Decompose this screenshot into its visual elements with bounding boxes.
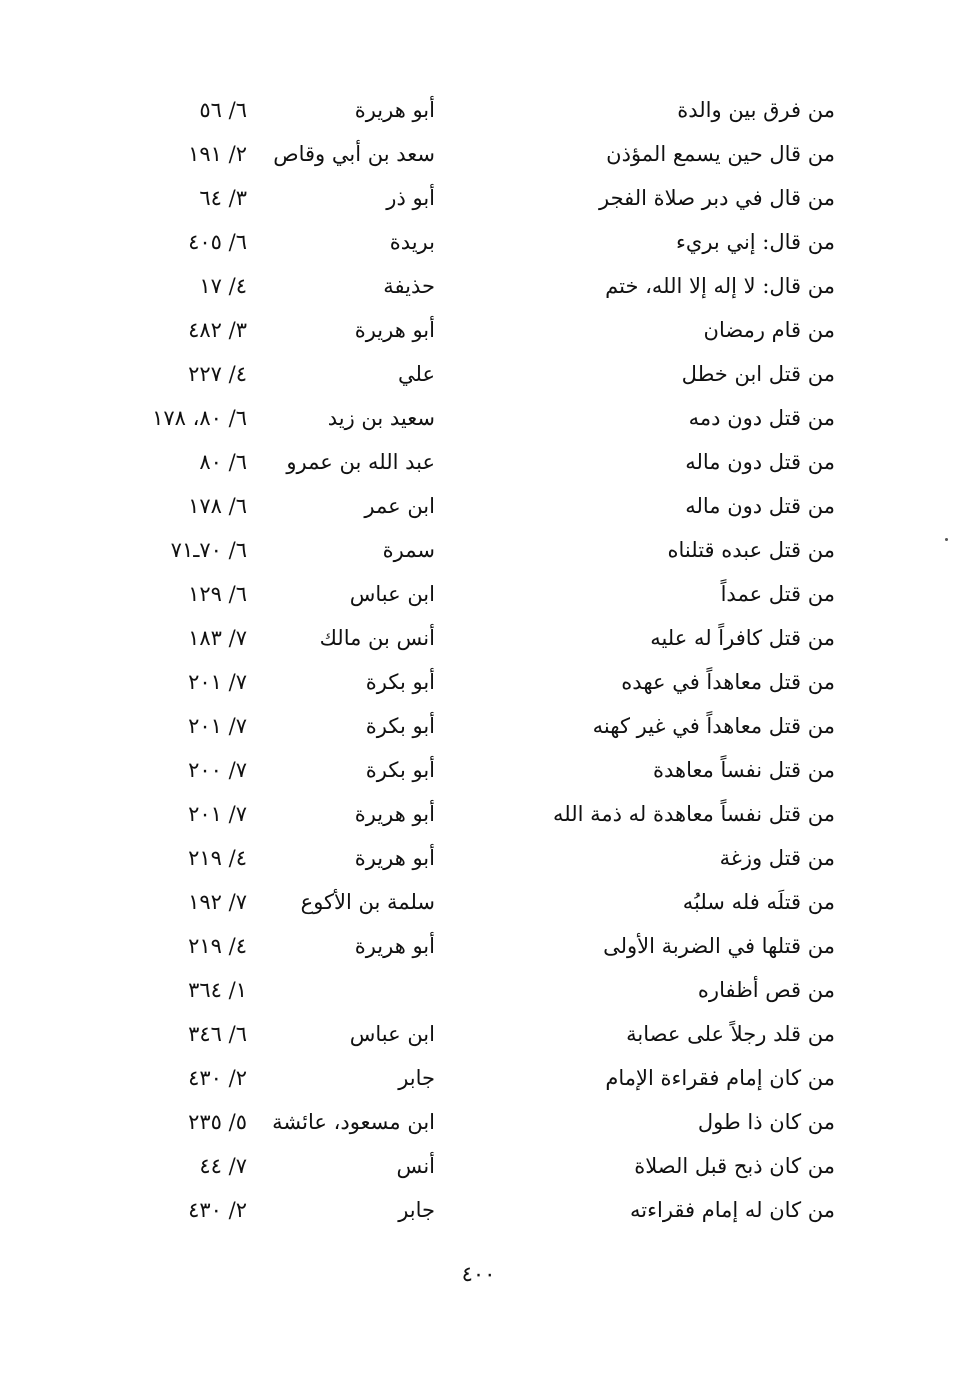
volume-page-reference: ٢/ ٤٣٠ — [188, 1066, 247, 1090]
narrator-name: سلمة بن الأكوع — [300, 890, 435, 914]
hadith-opening-text: من قتل وزغة — [719, 846, 835, 870]
hadith-opening-text: من قتل نفساً معاهدة له ذمة الله — [552, 802, 835, 826]
narrator-name: أبو هريرة — [354, 802, 435, 826]
volume-page-reference: ٣/ ٤٨٢ — [188, 318, 247, 342]
hadith-opening-text: من قال: لا إله إلا الله، ختم — [605, 274, 835, 298]
volume-page-reference: ٦/ ١٢٩ — [188, 582, 247, 606]
hadith-opening-text: من قتلَه فله سلبُه — [682, 890, 835, 914]
hadith-opening-text: من قلد رجلاً على عصابة — [626, 1022, 835, 1046]
index-row — [0, 528, 957, 572]
volume-page-reference: ٧/ ١٨٣ — [188, 626, 247, 650]
index-row — [0, 616, 957, 660]
hadith-opening-text: من قتلها في الضربة الأولى — [603, 934, 835, 958]
index-row — [0, 880, 957, 924]
hadith-opening-text: من كان له إمام فقراءته — [630, 1198, 835, 1222]
narrator-name: أبو هريرة — [354, 318, 435, 342]
index-row — [0, 220, 957, 264]
volume-page-reference: ٥/ ٢٣٥ — [188, 1110, 247, 1134]
hadith-opening-text: من كان ذا طول — [697, 1110, 835, 1134]
index-row — [0, 572, 957, 616]
index-row — [0, 132, 957, 176]
volume-page-reference: ٤/ ١٧ — [199, 274, 247, 298]
volume-page-reference: ٧/ ٢٠١ — [188, 714, 247, 738]
hadith-opening-text: من قتل معاهداً في غير كهنه — [592, 714, 835, 738]
volume-page-reference: ٣/ ٦٤ — [199, 186, 247, 210]
narrator-name: أبو بكرة — [365, 714, 435, 738]
index-row — [0, 1144, 957, 1188]
index-row — [0, 88, 957, 132]
narrator-name: حذيفة — [383, 274, 435, 298]
hadith-opening-text: من قتل معاهداً في عهده — [621, 670, 835, 694]
hadith-opening-text: من قتل ابن خطل — [681, 362, 835, 386]
narrator-name: أنس — [396, 1154, 435, 1178]
narrator-name: سعيد بن زيد — [327, 406, 435, 430]
index-row — [0, 1012, 957, 1056]
scan-speck — [945, 538, 948, 541]
page-number: ٤٠٠ — [461, 1262, 496, 1286]
narrator-name: أبو بكرة — [365, 670, 435, 694]
index-row — [0, 836, 957, 880]
volume-page-reference: ٢/ ٤٣٠ — [188, 1198, 247, 1222]
index-row — [0, 792, 957, 836]
hadith-opening-text: من قتل كافراً له عليه — [650, 626, 835, 650]
index-row — [0, 660, 957, 704]
volume-page-reference: ٢/ ١٩١ — [188, 142, 247, 166]
volume-page-reference: ٦/ ١٧٨ — [188, 494, 247, 518]
index-row — [0, 1100, 957, 1144]
volume-page-reference: ٧/ ٤٤ — [199, 1154, 247, 1178]
hadith-opening-text: من قال في دبر صلاة الفجر — [599, 186, 835, 210]
narrator-name: جابر — [398, 1066, 435, 1090]
hadith-opening-text: من قام رمضان — [703, 318, 835, 342]
index-row — [0, 440, 957, 484]
narrator-name: ابن مسعود، عائشة — [272, 1110, 435, 1134]
hadith-opening-text: من قتل دون ماله — [685, 450, 835, 474]
narrator-name: ابن عمر — [364, 494, 435, 518]
hadith-opening-text: من قتل نفساً معاهدة — [652, 758, 835, 782]
index-row — [0, 352, 957, 396]
volume-page-reference: ١/ ٣٦٤ — [188, 978, 247, 1002]
hadith-opening-text: من قال: إني بريء — [676, 230, 835, 254]
index-row — [0, 396, 957, 440]
hadith-opening-text: من قتل عمداً — [720, 582, 835, 606]
index-row — [0, 704, 957, 748]
hadith-opening-text: من كان ذبح قبل الصلاة — [634, 1154, 835, 1178]
index-row — [0, 176, 957, 220]
narrator-name: أبو ذر — [386, 186, 435, 210]
index-row — [0, 308, 957, 352]
volume-page-reference: ٤/ ٢١٩ — [188, 934, 247, 958]
index-row — [0, 264, 957, 308]
volume-page-reference: ٧/ ٢٠٠ — [188, 758, 247, 782]
index-row — [0, 1188, 957, 1232]
narrator-name: أبو هريرة — [354, 846, 435, 870]
index-row — [0, 1056, 957, 1100]
narrator-name: علي — [398, 362, 435, 386]
index-row — [0, 484, 957, 528]
volume-page-reference: ٤/ ٢٢٧ — [188, 362, 247, 386]
hadith-opening-text: من قتل دون ماله — [685, 494, 835, 518]
hadith-opening-text: من كان إمام فقراءة الإمام — [605, 1066, 835, 1090]
volume-page-reference: ٧/ ١٩٢ — [188, 890, 247, 914]
index-row — [0, 924, 957, 968]
volume-page-reference: ٦/ ٧٠ـ٧١ — [170, 538, 247, 562]
narrator-name: جابر — [398, 1198, 435, 1222]
narrator-name: ابن عباس — [349, 582, 435, 606]
volume-page-reference: ٦/ ٣٤٦ — [188, 1022, 247, 1046]
hadith-opening-text: من قتل عبده قتلناه — [667, 538, 835, 562]
narrator-name: عبد الله بن عمرو — [286, 450, 435, 474]
narrator-name: ابن عباس — [349, 1022, 435, 1046]
index-row — [0, 748, 957, 792]
volume-page-reference: ٤/ ٢١٩ — [188, 846, 247, 870]
hadith-opening-text: من قص أظفاره — [697, 978, 835, 1002]
hadith-index-table — [0, 88, 957, 1232]
hadith-opening-text: من قال حين يسمع المؤذن — [606, 142, 835, 166]
volume-page-reference: ٦/ ٤٠٥ — [188, 230, 247, 254]
volume-page-reference: ٧/ ٢٠١ — [188, 670, 247, 694]
narrator-name: سعد بن أبي وقاص — [273, 142, 435, 166]
hadith-opening-text: من فرق بين والدة — [677, 98, 835, 122]
narrator-name: أنس بن مالك — [319, 626, 435, 650]
narrator-name: أبو هريرة — [354, 934, 435, 958]
volume-page-reference: ٦/ ٨٠، ١٧٨ — [152, 406, 247, 430]
volume-page-reference: ٦/ ٨٠ — [199, 450, 247, 474]
narrator-name: أبو بكرة — [365, 758, 435, 782]
narrator-name: بريدة — [389, 230, 435, 254]
hadith-opening-text: من قتل دون دمه — [688, 406, 835, 430]
volume-page-reference: ٦/ ٥٦ — [199, 98, 247, 122]
narrator-name: أبو هريرة — [354, 98, 435, 122]
volume-page-reference: ٧/ ٢٠١ — [188, 802, 247, 826]
narrator-name: سمرة — [382, 538, 435, 562]
index-row — [0, 968, 957, 1012]
